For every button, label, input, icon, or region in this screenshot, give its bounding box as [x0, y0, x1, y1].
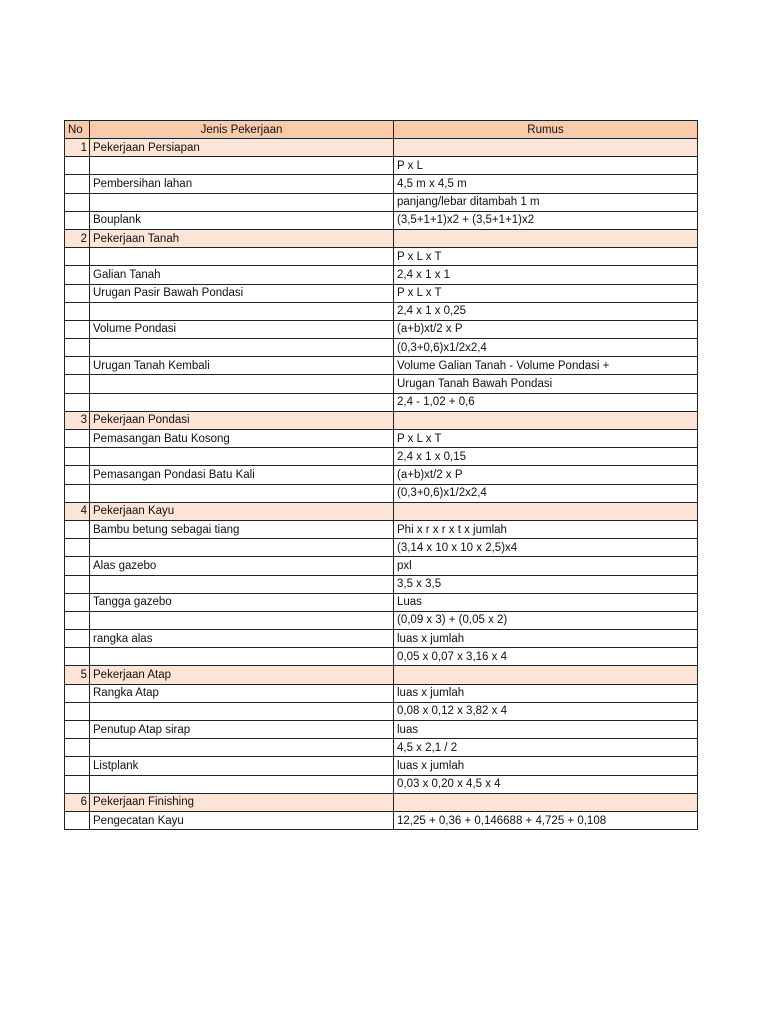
cell-jenis-pekerjaan: Bouplank: [90, 211, 394, 229]
cell-jenis-pekerjaan: Urugan Pasir Bawah Pondasi: [90, 284, 394, 302]
header-no: No: [65, 121, 90, 139]
cell-rumus: 2,4 x 1 x 0,25: [394, 302, 698, 320]
cell-no: [65, 248, 90, 266]
cell-no: [65, 757, 90, 775]
table-row: [65, 175, 698, 193]
table-row: [65, 557, 698, 575]
cell-jenis-pekerjaan: Pembersihan lahan: [90, 175, 394, 193]
table-row: [65, 648, 698, 666]
table-row: [65, 702, 698, 720]
cell-rumus: 3,5 x 3,5: [394, 575, 698, 593]
cell-no: [65, 520, 90, 538]
header-row: [65, 121, 698, 139]
cell-no: [65, 393, 90, 411]
cell-rumus: (0,09 x 3) + (0,05 x 2): [394, 611, 698, 629]
cell-rumus: (0,3+0,6)x1/2x2,4: [394, 339, 698, 357]
cell-jenis-pekerjaan: Pekerjaan Kayu: [90, 502, 394, 520]
cell-jenis-pekerjaan: Volume Pondasi: [90, 320, 394, 338]
work-formula-sheet: [64, 120, 697, 830]
cell-rumus: luas x jumlah: [394, 684, 698, 702]
cell-jenis-pekerjaan: [90, 375, 394, 393]
cell-rumus: [394, 502, 698, 520]
table-row: [65, 757, 698, 775]
table-body: [65, 139, 698, 830]
cell-jenis-pekerjaan: Penutup Atap sirap: [90, 721, 394, 739]
cell-jenis-pekerjaan: [90, 193, 394, 211]
table-row: [65, 157, 698, 175]
cell-no: [65, 302, 90, 320]
cell-no: [65, 611, 90, 629]
cell-no: [65, 721, 90, 739]
cell-jenis-pekerjaan: Pekerjaan Pondasi: [90, 411, 394, 429]
cell-jenis-pekerjaan: Galian Tanah: [90, 266, 394, 284]
table-row: [65, 466, 698, 484]
cell-jenis-pekerjaan: Rangka Atap: [90, 684, 394, 702]
cell-rumus: [394, 666, 698, 684]
cell-rumus: Volume Galian Tanah - Volume Pondasi +: [394, 357, 698, 375]
cell-rumus: (0,3+0,6)x1/2x2,4: [394, 484, 698, 502]
cell-jenis-pekerjaan: Pengecatan Kayu: [90, 811, 394, 829]
cell-rumus: 0,05 x 0,07 x 3,16 x 4: [394, 648, 698, 666]
table-row: [65, 721, 698, 739]
cell-no: [65, 557, 90, 575]
cell-no: [65, 648, 90, 666]
cell-rumus: [394, 139, 698, 157]
table-row: [65, 539, 698, 557]
cell-no: [65, 684, 90, 702]
cell-rumus: [394, 793, 698, 811]
cell-jenis-pekerjaan: Listplank: [90, 757, 394, 775]
cell-no: 1: [65, 139, 90, 157]
table-row: [65, 484, 698, 502]
cell-jenis-pekerjaan: Pekerjaan Tanah: [90, 229, 394, 247]
table-row: [65, 448, 698, 466]
cell-no: [65, 811, 90, 829]
section-row: [65, 666, 698, 684]
cell-no: [65, 630, 90, 648]
cell-no: [65, 466, 90, 484]
table-row: [65, 266, 698, 284]
cell-rumus: [394, 411, 698, 429]
cell-jenis-pekerjaan: Pekerjaan Finishing: [90, 793, 394, 811]
cell-jenis-pekerjaan: Pemasangan Pondasi Batu Kali: [90, 466, 394, 484]
cell-no: [65, 284, 90, 302]
cell-jenis-pekerjaan: [90, 393, 394, 411]
cell-no: 4: [65, 502, 90, 520]
cell-no: [65, 775, 90, 793]
cell-rumus: 4,5 m x 4,5 m: [394, 175, 698, 193]
cell-rumus: 2,4 x 1 x 1: [394, 266, 698, 284]
cell-no: [65, 702, 90, 720]
table-row: [65, 339, 698, 357]
section-row: [65, 411, 698, 429]
table-row: [65, 593, 698, 611]
cell-jenis-pekerjaan: Alas gazebo: [90, 557, 394, 575]
header-jenis-pekerjaan: Jenis Pekerjaan: [90, 121, 394, 139]
table-row: [65, 811, 698, 829]
cell-rumus: Urugan Tanah Bawah Pondasi: [394, 375, 698, 393]
table-row: [65, 739, 698, 757]
table-row: [65, 611, 698, 629]
cell-rumus: P x L x T: [394, 248, 698, 266]
cell-rumus: 2,4 - 1,02 + 0,6: [394, 393, 698, 411]
cell-jenis-pekerjaan: rangka alas: [90, 630, 394, 648]
cell-jenis-pekerjaan: [90, 775, 394, 793]
table-row: [65, 430, 698, 448]
cell-rumus: 12,25 + 0,36 + 0,146688 + 4,725 + 0,108: [394, 811, 698, 829]
cell-rumus: P x L x T: [394, 284, 698, 302]
cell-rumus: luas x jumlah: [394, 630, 698, 648]
cell-rumus: (3,14 x 10 x 10 x 2,5)x4: [394, 539, 698, 557]
table-row: [65, 302, 698, 320]
cell-jenis-pekerjaan: [90, 575, 394, 593]
cell-jenis-pekerjaan: [90, 484, 394, 502]
table-row: [65, 357, 698, 375]
section-row: [65, 139, 698, 157]
table-row: [65, 211, 698, 229]
table-row: [65, 248, 698, 266]
cell-jenis-pekerjaan: [90, 448, 394, 466]
cell-rumus: luas x jumlah: [394, 757, 698, 775]
cell-no: 5: [65, 666, 90, 684]
cell-rumus: 0,08 x 0,12 x 3,82 x 4: [394, 702, 698, 720]
cell-rumus: panjang/lebar ditambah 1 m: [394, 193, 698, 211]
cell-no: [65, 539, 90, 557]
cell-no: [65, 193, 90, 211]
cell-jenis-pekerjaan: Pemasangan Batu Kosong: [90, 430, 394, 448]
cell-rumus: Phi x r x r x t x jumlah: [394, 520, 698, 538]
cell-rumus: 0,03 x 0,20 x 4,5 x 4: [394, 775, 698, 793]
cell-jenis-pekerjaan: [90, 702, 394, 720]
cell-jenis-pekerjaan: Pekerjaan Persiapan: [90, 139, 394, 157]
cell-jenis-pekerjaan: Urugan Tanah Kembali: [90, 357, 394, 375]
cell-no: [65, 448, 90, 466]
cell-rumus: Luas: [394, 593, 698, 611]
table-row: [65, 520, 698, 538]
cell-no: [65, 357, 90, 375]
cell-no: [65, 484, 90, 502]
cell-no: [65, 593, 90, 611]
cell-jenis-pekerjaan: [90, 611, 394, 629]
cell-jenis-pekerjaan: [90, 539, 394, 557]
cell-no: [65, 175, 90, 193]
table-row: [65, 393, 698, 411]
cell-jenis-pekerjaan: Pekerjaan Atap: [90, 666, 394, 684]
table-row: [65, 684, 698, 702]
cell-rumus: (a+b)xt/2 x P: [394, 320, 698, 338]
cell-jenis-pekerjaan: [90, 248, 394, 266]
cell-rumus: (3,5+1+1)x2 + (3,5+1+1)x2: [394, 211, 698, 229]
table-row: [65, 375, 698, 393]
cell-no: [65, 320, 90, 338]
cell-no: [65, 739, 90, 757]
cell-no: [65, 375, 90, 393]
cell-no: 3: [65, 411, 90, 429]
cell-no: 2: [65, 229, 90, 247]
section-row: [65, 229, 698, 247]
work-formula-table: [64, 120, 698, 830]
cell-no: 6: [65, 793, 90, 811]
cell-no: [65, 430, 90, 448]
header-rumus: Rumus: [394, 121, 698, 139]
cell-rumus: P x L: [394, 157, 698, 175]
table-row: [65, 630, 698, 648]
table-row: [65, 284, 698, 302]
cell-rumus: pxl: [394, 557, 698, 575]
section-row: [65, 502, 698, 520]
cell-jenis-pekerjaan: [90, 739, 394, 757]
cell-jenis-pekerjaan: [90, 648, 394, 666]
cell-rumus: 4,5 x 2,1 / 2: [394, 739, 698, 757]
cell-rumus: luas: [394, 721, 698, 739]
cell-jenis-pekerjaan: Bambu betung sebagai tiang: [90, 520, 394, 538]
table-row: [65, 320, 698, 338]
cell-jenis-pekerjaan: [90, 157, 394, 175]
cell-no: [65, 157, 90, 175]
table-row: [65, 775, 698, 793]
section-row: [65, 793, 698, 811]
cell-jenis-pekerjaan: [90, 339, 394, 357]
cell-rumus: P x L x T: [394, 430, 698, 448]
cell-no: [65, 211, 90, 229]
cell-rumus: [394, 229, 698, 247]
table-row: [65, 193, 698, 211]
cell-no: [65, 339, 90, 357]
cell-jenis-pekerjaan: Tangga gazebo: [90, 593, 394, 611]
table-row: [65, 575, 698, 593]
cell-rumus: (a+b)xt/2 x P: [394, 466, 698, 484]
cell-no: [65, 266, 90, 284]
cell-rumus: 2,4 x 1 x 0,15: [394, 448, 698, 466]
cell-jenis-pekerjaan: [90, 302, 394, 320]
cell-no: [65, 575, 90, 593]
